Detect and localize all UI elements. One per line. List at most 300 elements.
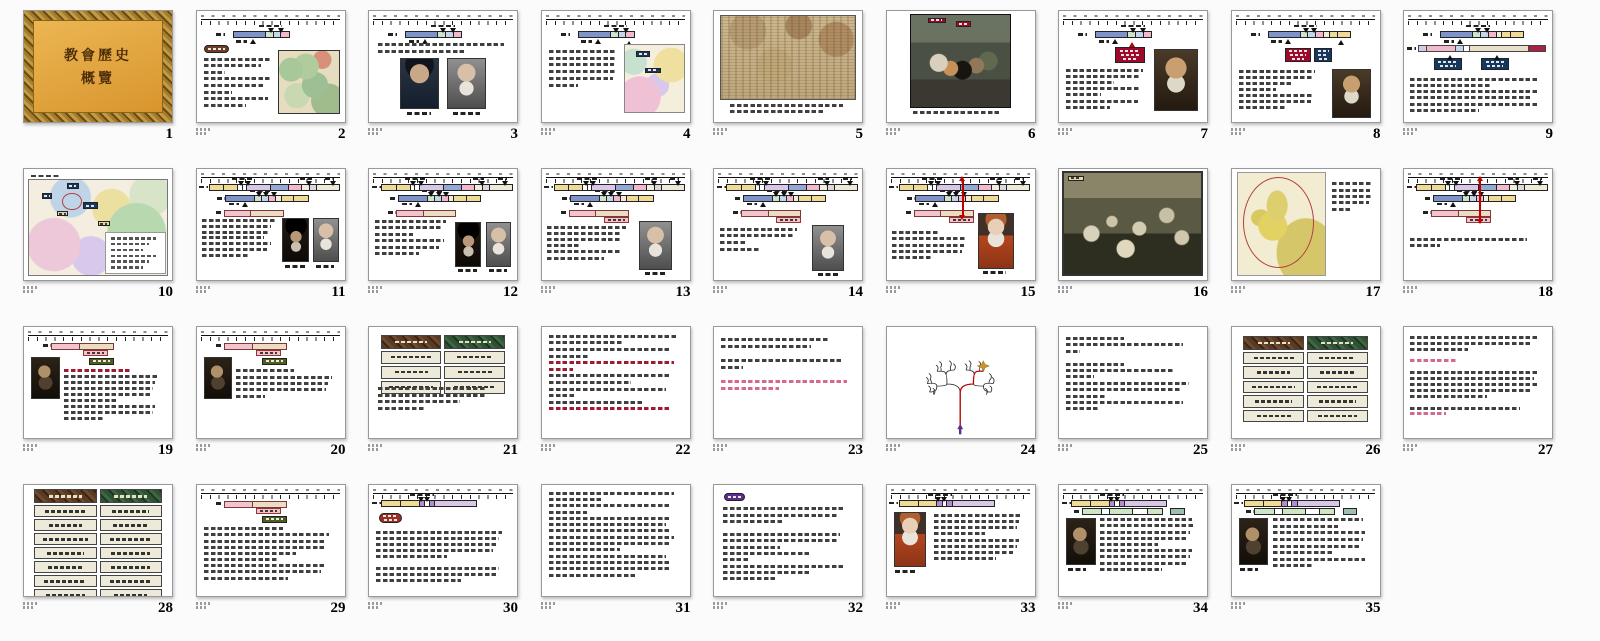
table-cell [1243, 410, 1304, 423]
transition-icon[interactable] [886, 127, 902, 140]
transition-icon[interactable] [1231, 127, 1247, 140]
callout-box [379, 513, 401, 523]
table-row [381, 366, 505, 379]
callout-box [604, 217, 629, 223]
p-liz-image [978, 213, 1014, 269]
transition-icon[interactable] [541, 127, 557, 140]
transition-icon[interactable] [23, 601, 39, 614]
callout-box [262, 358, 287, 365]
table-header-row [381, 335, 505, 349]
slide-number: 3 [510, 126, 518, 142]
table-cell [100, 505, 162, 517]
slide-number: 4 [683, 126, 691, 142]
slide-footer [1058, 281, 1208, 309]
slide-cell [368, 168, 518, 309]
p-liz-image [894, 512, 927, 568]
table-cell [1243, 366, 1304, 379]
arrow-icon [1129, 42, 1135, 47]
arrow-icon [1450, 202, 1456, 207]
arrow-icon [824, 181, 830, 186]
tiny-text-line [372, 502, 381, 505]
arrow-icon [1484, 28, 1490, 33]
tiny-text-line [1444, 40, 1454, 43]
transition-icon[interactable] [368, 443, 384, 456]
arrow-icon [250, 39, 256, 44]
slide-cell [713, 326, 863, 467]
timeline-segment [1431, 210, 1459, 217]
slide-thumbnail-25[interactable] [1058, 326, 1208, 439]
transition-icon[interactable] [541, 285, 557, 298]
slide-cell [541, 168, 691, 309]
slide-footer [1403, 123, 1553, 151]
text-block [236, 369, 340, 401]
timeline-segment [1071, 500, 1091, 507]
tiny-text-line [747, 203, 757, 206]
timeline-segment [281, 195, 294, 202]
text-block [723, 507, 853, 584]
tiny-text-line [1251, 33, 1260, 36]
timeline-segment [252, 343, 287, 350]
arrow-icon [781, 192, 787, 197]
slide-thumbnail-27[interactable] [1403, 326, 1553, 439]
timeline-ruler [718, 173, 857, 183]
slide-cell [886, 484, 1036, 625]
table-row [34, 575, 161, 587]
timeline-segment [554, 184, 569, 191]
slide-footer [1058, 123, 1208, 151]
arrow-icon [675, 181, 681, 186]
comparison-table [34, 489, 161, 597]
slide-cell [196, 10, 346, 151]
tiny-text-line [453, 112, 480, 115]
slide-cell [1058, 484, 1208, 625]
tiny-text-line [1425, 197, 1432, 200]
text-block [934, 514, 1029, 564]
slide-thumbnail-23[interactable] [713, 326, 863, 439]
tiny-text-line [645, 272, 666, 275]
table-cell [100, 547, 162, 559]
slide-thumbnail-29[interactable] [196, 484, 346, 597]
tiny-text-line [410, 494, 434, 497]
callout-box [67, 183, 79, 189]
timeline-segment [798, 195, 811, 202]
transition-icon[interactable] [1058, 285, 1074, 298]
arrow-icon [1140, 28, 1146, 33]
timeline-ruler [201, 173, 340, 183]
transition-icon[interactable] [196, 601, 212, 614]
arrow-icon [238, 181, 244, 186]
timeline-segment [1431, 184, 1446, 191]
timeline-segment [396, 184, 411, 191]
slide-footer [368, 123, 518, 151]
timeline-ruler [373, 173, 512, 183]
slide-footer [368, 597, 518, 625]
timeline-ruler [28, 331, 167, 341]
callout-box [1068, 176, 1084, 182]
sea-image [1062, 171, 1203, 275]
tiny-text-line [458, 269, 477, 272]
timeline-bar [225, 343, 287, 350]
timeline-segment [1268, 31, 1301, 38]
timeline-ruler [201, 489, 340, 499]
slide-thumbnail-13[interactable] [541, 168, 691, 281]
text-block [549, 50, 622, 91]
tiny-text-line [1423, 211, 1430, 214]
transition-icon[interactable] [541, 443, 557, 456]
timeline-ruler [1236, 489, 1375, 499]
timeline-ruler [1063, 489, 1202, 499]
text-block [204, 527, 340, 583]
text-block [378, 387, 499, 413]
arrow-icon [788, 192, 794, 197]
timeline-segment [1006, 184, 1030, 191]
slide-thumbnail-2[interactable] [196, 10, 346, 123]
slide-thumbnail-8[interactable] [1231, 10, 1381, 123]
timeline-segment [899, 184, 914, 191]
text-block [549, 335, 685, 414]
slide-thumbnail-11[interactable] [196, 168, 346, 281]
slide-thumbnail-17[interactable] [1231, 168, 1381, 281]
timeline-segment [615, 184, 634, 191]
slide-thumbnail-14[interactable] [713, 168, 863, 281]
slide-footer [1403, 439, 1553, 467]
slide-cell [1231, 484, 1381, 625]
transition-icon[interactable] [1231, 285, 1247, 298]
slide-thumbnail-4[interactable] [541, 10, 691, 123]
slide-thumbnail-35[interactable] [1231, 484, 1381, 597]
slide-cell [1058, 168, 1208, 309]
slide-cell [196, 326, 346, 467]
transition-icon[interactable] [713, 601, 729, 614]
timeline-segment [434, 500, 477, 507]
p-gray-image [447, 58, 485, 109]
slide-thumbnail-34[interactable] [1058, 484, 1208, 597]
arrow-icon [616, 192, 622, 197]
slide-thumbnail-32[interactable] [713, 484, 863, 597]
arrow-icon [651, 181, 657, 186]
timeline-segment [381, 184, 396, 191]
table-cell [1243, 381, 1304, 394]
timeline-segment [661, 184, 685, 191]
slide-footer [1403, 281, 1553, 309]
slide-footer [1231, 281, 1381, 309]
slide-thumbnail-21[interactable] [368, 326, 518, 439]
arrow-icon [935, 181, 941, 186]
timeline-segment [568, 184, 583, 191]
transition-icon[interactable] [1058, 443, 1074, 456]
slide-thumbnail-9[interactable] [1403, 10, 1553, 123]
tiny-text-line [1068, 568, 1086, 571]
timeline-segment [1147, 508, 1163, 515]
timeline-segment [578, 31, 611, 38]
table-row [1243, 366, 1367, 379]
timeline-segment [811, 195, 827, 202]
slide-footer [23, 281, 173, 309]
transition-icon[interactable] [886, 285, 902, 298]
arrow-icon [1130, 28, 1136, 33]
arrow-icon [1286, 497, 1292, 502]
transition-icon[interactable] [1058, 601, 1074, 614]
slide-thumbnail-28[interactable] [23, 484, 173, 597]
p-brown-image [1154, 49, 1198, 111]
transition-icon[interactable] [1231, 601, 1247, 614]
arrow-icon [1514, 181, 1520, 186]
arrow-icon [601, 192, 607, 197]
tiny-text-line [316, 265, 334, 268]
timeline-segment [461, 184, 475, 191]
timeline-segment [913, 184, 928, 191]
tiny-text-line [544, 186, 553, 189]
slide-cell [23, 484, 173, 625]
slide-number: 10 [158, 284, 173, 300]
arrow-icon [1463, 192, 1469, 197]
table-header-cell [34, 489, 96, 503]
timeline-segment [940, 210, 973, 217]
timeline-segment [423, 210, 456, 217]
tiny-text-line [735, 197, 742, 200]
slide-thumbnail-7[interactable] [1058, 10, 1208, 123]
arrow-icon [306, 181, 312, 186]
slide-cell [368, 10, 518, 151]
tiny-text-line [489, 269, 507, 272]
presentation-title-line2: 概覽 [81, 71, 115, 87]
slide-thumbnail-3[interactable] [368, 10, 518, 123]
arrow-icon [410, 181, 416, 186]
slide-cell [1403, 168, 1553, 309]
tiny-text-line [562, 197, 569, 200]
tiny-text-line [1423, 33, 1432, 36]
slide-footer [713, 439, 863, 467]
p-dark-image [1066, 518, 1096, 565]
slide-thumbnail-26[interactable] [1231, 326, 1381, 439]
slide-footer [886, 439, 1036, 467]
transition-icon[interactable] [886, 443, 902, 456]
title-slide-frame [24, 11, 172, 122]
transition-icon[interactable] [541, 601, 557, 614]
slide-thumbnail-33[interactable] [886, 484, 1036, 597]
text-block [1066, 337, 1202, 414]
callout-box [776, 217, 801, 223]
timeline-segment [971, 195, 984, 202]
slide-number: 21 [503, 442, 518, 458]
transition-icon[interactable] [196, 443, 212, 456]
table-row [1243, 352, 1367, 365]
arrow-icon [608, 192, 614, 197]
text-block [1273, 518, 1375, 571]
transition-icon[interactable] [713, 443, 729, 456]
arrow-icon [1338, 40, 1344, 45]
slide-footer [713, 123, 863, 151]
table-row [34, 505, 161, 517]
text-block [1239, 70, 1320, 112]
timeline-segment [1343, 508, 1357, 515]
tiny-text-line [1240, 568, 1258, 571]
tiny-text-line [216, 33, 225, 36]
slide-number: 13 [675, 284, 691, 300]
timeline-bar [225, 501, 287, 508]
slide-thumbnail-12[interactable] [368, 168, 518, 281]
timeline-bar [570, 210, 629, 217]
slide-number: 5 [855, 126, 863, 142]
arrow-icon [1471, 192, 1477, 197]
slide-number: 18 [1538, 284, 1553, 300]
tiny-text-line [372, 186, 381, 189]
callout-box [1115, 47, 1145, 64]
slide-thumbnail-20[interactable] [196, 326, 346, 439]
slide-thumbnail-31[interactable] [541, 484, 691, 597]
slide-cell [368, 326, 518, 467]
callout-box [636, 51, 649, 57]
tiny-text-line [1273, 494, 1297, 497]
text-block [1410, 336, 1548, 418]
slide-thumbnail-6[interactable] [886, 10, 1036, 123]
route-ring [62, 193, 81, 210]
slide-thumbnail-10[interactable] [23, 168, 173, 281]
timeline-bar [1344, 508, 1357, 515]
slide-cell [713, 10, 863, 151]
arrow-icon [928, 181, 934, 186]
arrow-icon [1453, 181, 1459, 186]
tiny-text-line [388, 211, 395, 214]
table-row [1243, 410, 1367, 423]
slide-thumbnail-5[interactable] [713, 10, 863, 123]
transition-icon[interactable] [713, 127, 729, 140]
timeline-segment [1170, 508, 1184, 515]
text-block [376, 531, 512, 585]
timeline-segment [1433, 195, 1463, 202]
slide-thumbnail-19[interactable] [23, 326, 173, 439]
slide-number: 12 [503, 284, 518, 300]
transition-icon[interactable] [1403, 285, 1419, 298]
transition-icon[interactable] [196, 285, 212, 298]
tiny-text-line [919, 203, 929, 206]
timeline-segment [915, 195, 945, 202]
table-header-cell [381, 335, 442, 349]
slide-cell [1403, 326, 1553, 467]
slide-number: 17 [1365, 284, 1381, 300]
slide-footer [541, 597, 691, 625]
text-block [375, 220, 453, 258]
transition-icon[interactable] [1403, 127, 1419, 140]
arrow-icon [932, 202, 938, 207]
timeline-segment [1282, 508, 1306, 515]
slide-footer [1231, 123, 1381, 151]
slide-thumbnail-24[interactable] [886, 326, 1036, 439]
text-block [1410, 238, 1546, 251]
timeline-segment [233, 31, 266, 38]
arrow-icon [428, 192, 434, 197]
arrow-icon [1475, 28, 1481, 33]
timeline-segment [224, 343, 253, 350]
slide-cell [1403, 10, 1553, 151]
arrow-icon [263, 192, 269, 197]
slide-number: 6 [1028, 126, 1036, 142]
arrow-icon [1537, 181, 1543, 186]
callout-box [83, 202, 98, 209]
slide-cell [541, 10, 691, 151]
p-gray-image [486, 222, 511, 266]
slide-thumbnail-16[interactable] [1058, 168, 1208, 281]
slide-number: 27 [1538, 442, 1553, 458]
slide-thumbnail-22[interactable] [541, 326, 691, 439]
table-cell [1307, 381, 1368, 394]
red-marker-line [1479, 180, 1481, 220]
eu-image [278, 50, 340, 114]
tiny-text-line [1246, 510, 1253, 513]
transition-icon[interactable] [1231, 443, 1247, 456]
callout-box [256, 350, 281, 356]
table-cell [1307, 410, 1368, 423]
timeline-segment [224, 210, 252, 217]
timeline-ruler [373, 489, 512, 499]
transition-icon[interactable] [368, 601, 384, 614]
tiny-text-line [561, 211, 568, 214]
tiny-text-line [43, 344, 50, 347]
slide-number: 7 [1200, 126, 1208, 142]
timeline-bar [1269, 31, 1352, 38]
slide-thumbnail-30[interactable] [368, 484, 518, 597]
timeline-segment [51, 343, 80, 350]
tiny-text-line [1074, 510, 1081, 513]
timeline-segment [1469, 45, 1529, 52]
transition-icon[interactable] [1403, 443, 1419, 456]
table-cell [444, 351, 505, 364]
transition-icon[interactable] [23, 443, 39, 456]
tiny-text-line [1062, 502, 1071, 505]
table-row [1243, 395, 1367, 408]
tiny-text-line [236, 40, 246, 43]
p-brown-image [1332, 69, 1370, 118]
slide-footer [368, 439, 518, 467]
timeline-bar [1417, 184, 1547, 191]
note-box [105, 232, 166, 274]
timeline-bar [52, 343, 114, 350]
transition-icon[interactable] [368, 285, 384, 298]
slide-number: 32 [848, 600, 863, 616]
transition-icon[interactable] [1058, 127, 1074, 140]
arrow-icon [1112, 39, 1118, 44]
timeline-ruler [201, 331, 340, 341]
timeline-segment [250, 210, 283, 217]
tiny-text-line [983, 271, 1007, 274]
callout-box [83, 350, 108, 356]
text-block [1066, 69, 1147, 112]
table-cell [100, 519, 162, 531]
timeline-bar [742, 210, 801, 217]
transition-icon[interactable] [713, 285, 729, 298]
arrow-icon [440, 28, 446, 33]
slide-number: 15 [1020, 284, 1036, 300]
slide-thumbnail-15[interactable] [886, 168, 1036, 281]
tiny-text-line [1437, 203, 1447, 206]
arrow-icon [479, 181, 485, 186]
title-slide-inner [33, 20, 163, 113]
timeline-segment [726, 184, 741, 191]
timeline-segment [1528, 45, 1546, 52]
tiny-text-line [574, 203, 584, 206]
transition-icon[interactable] [368, 127, 384, 140]
slide-thumbnail-18[interactable] [1403, 168, 1553, 281]
transition-icon[interactable] [886, 601, 902, 614]
p-hat-image [455, 222, 482, 266]
slide-thumbnail-1[interactable] [23, 10, 173, 123]
transition-icon[interactable] [23, 285, 39, 298]
slide-footer [541, 123, 691, 151]
table-cell [34, 519, 96, 531]
timeline-ruler [891, 489, 1030, 499]
arrow-icon [415, 202, 421, 207]
transition-icon[interactable] [196, 127, 212, 140]
